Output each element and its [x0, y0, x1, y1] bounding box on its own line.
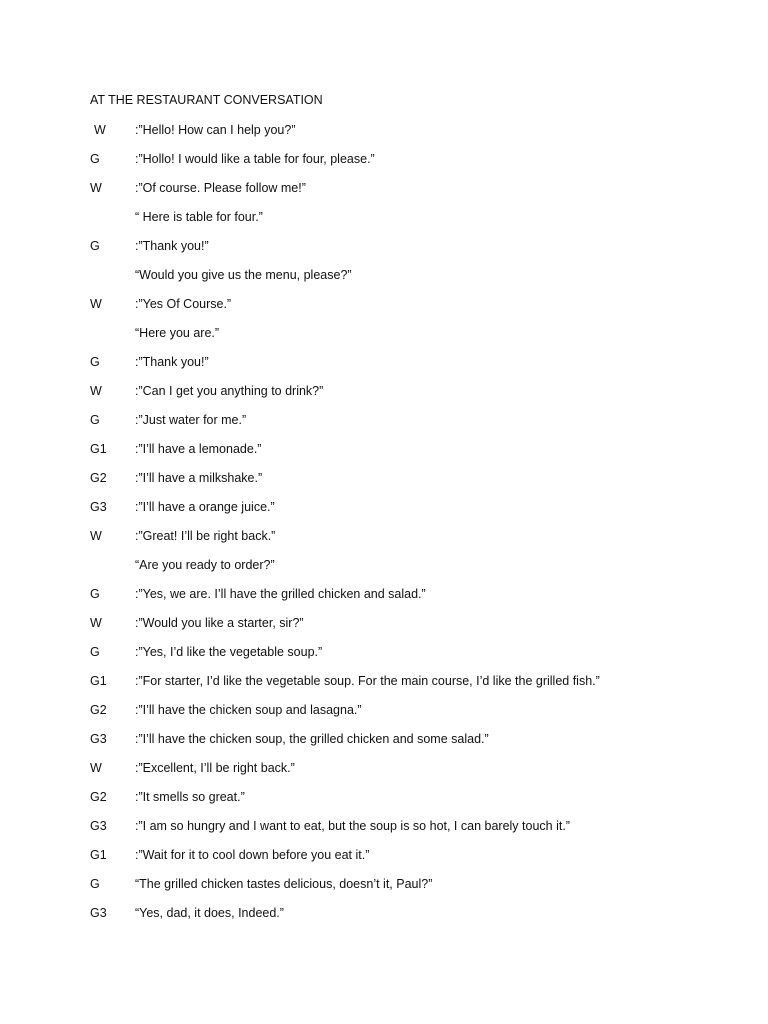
- speaker-label: G: [90, 152, 100, 166]
- dialogue-text: :”Yes, we are. I’ll have the grilled chicken and salad.”: [135, 587, 426, 601]
- dialogue-line: [0, 642, 768, 671]
- speaker-label: G3: [90, 732, 107, 746]
- dialogue-text: :”Thank you!”: [135, 239, 209, 253]
- dialogue-text: :”Yes Of Course.”: [135, 297, 232, 311]
- dialogue-text: “The grilled chicken tastes delicious, doesn’t it, Paul?”: [135, 877, 433, 891]
- speaker-label: G3: [90, 500, 107, 514]
- dialogue-text: :”Wait for it to cool down before you eat it.”: [135, 848, 370, 862]
- dialogue-text: :”I’ll have the chicken soup, the grilled chicken and some salad.”: [135, 732, 489, 746]
- speaker-label: W: [90, 384, 102, 398]
- speaker-label: G: [90, 413, 100, 427]
- dialogue-line: [0, 903, 768, 932]
- speaker-label: G1: [90, 674, 107, 688]
- dialogue-line: [0, 816, 768, 845]
- dialogue-text: :”Thank you!”: [135, 355, 209, 369]
- dialogue-line: [0, 526, 768, 555]
- speaker-label: G1: [90, 442, 107, 456]
- dialogue-text: :”Excellent, I’ll be right back.”: [135, 761, 295, 775]
- speaker-label: G2: [90, 703, 107, 717]
- dialogue-line: [0, 439, 768, 468]
- dialogue-line: [0, 207, 768, 236]
- dialogue-line: [0, 323, 768, 352]
- dialogue-text: :”I’ll have the chicken soup and lasagna.”: [135, 703, 362, 717]
- speaker-label: G: [90, 587, 100, 601]
- speaker-label: G: [90, 355, 100, 369]
- speaker-label: G1: [90, 848, 107, 862]
- dialogue-line: [0, 874, 768, 903]
- speaker-label: W: [90, 616, 102, 630]
- dialogue-text: “Here you are.”: [135, 326, 220, 340]
- dialogue-text: “Yes, dad, it does, Indeed.”: [135, 906, 284, 920]
- dialogue-text: :”Can I get you anything to drink?”: [135, 384, 324, 398]
- dialogue-line: [0, 265, 768, 294]
- dialogue-line: [0, 352, 768, 381]
- dialogue-line: [0, 236, 768, 265]
- dialogue-line: [0, 381, 768, 410]
- dialogue-text: :”Great! I’ll be right back.”: [135, 529, 276, 543]
- speaker-label: G: [90, 645, 100, 659]
- dialogue-text: :”Of course. Please follow me!”: [135, 181, 306, 195]
- dialogue-line: [0, 758, 768, 787]
- dialogue-line: [0, 497, 768, 526]
- dialogue-text: :”Just water for me.”: [135, 413, 247, 427]
- dialogue-line: [0, 613, 768, 642]
- dialogue-text: :”I am so hungry and I want to eat, but the soup is so hot, I can barely touch it.”: [135, 819, 570, 833]
- document-title: AT THE RESTAURANT CONVERSATION: [90, 93, 323, 107]
- dialogue-text: :”For starter, I’d like the vegetable soup. For the main course, I’d like the grilled fish.”: [135, 674, 600, 688]
- speaker-label: W: [90, 181, 102, 195]
- dialogue-text: “Are you ready to order?”: [135, 558, 275, 572]
- dialogue-text: :”It smells so great.”: [135, 790, 245, 804]
- dialogue-text: :”Would you like a starter, sir?”: [135, 616, 304, 630]
- speaker-label: G2: [90, 471, 107, 485]
- speaker-label: W: [90, 529, 102, 543]
- dialogue-line: [0, 787, 768, 816]
- dialogue-text: :”I’ll have a milkshake.”: [135, 471, 263, 485]
- dialogue-line: [0, 468, 768, 497]
- speaker-label: W: [90, 297, 102, 311]
- dialogue-text: :”Hello! How can I help you?”: [135, 123, 296, 137]
- dialogue-text: :”Hollo! I would like a table for four, please.”: [135, 152, 375, 166]
- dialogue-line: [0, 120, 768, 149]
- dialogue-text: “ Here is table for four.”: [135, 210, 263, 224]
- dialogue-line: [0, 555, 768, 584]
- dialogue-line: [0, 671, 768, 700]
- dialogue-line: [0, 584, 768, 613]
- dialogue-text: “Would you give us the menu, please?”: [135, 268, 352, 282]
- speaker-label: G3: [90, 819, 107, 833]
- speaker-label: W: [94, 123, 106, 137]
- dialogue-line: [0, 410, 768, 439]
- dialogue-line: [0, 845, 768, 874]
- speaker-label: G2: [90, 790, 107, 804]
- dialogue-line: [0, 294, 768, 323]
- dialogue-line: [0, 700, 768, 729]
- dialogue-text: :”I’ll have a lemonade.”: [135, 442, 262, 456]
- speaker-label: G3: [90, 906, 107, 920]
- dialogue-list: [0, 120, 768, 932]
- speaker-label: G: [90, 239, 100, 253]
- dialogue-line: [0, 729, 768, 758]
- dialogue-text: :”I’ll have a orange juice.”: [135, 500, 275, 514]
- dialogue-text: :”Yes, I’d like the vegetable soup.”: [135, 645, 323, 659]
- speaker-label: G: [90, 877, 100, 891]
- dialogue-line: [0, 149, 768, 178]
- speaker-label: W: [90, 761, 102, 775]
- dialogue-line: [0, 178, 768, 207]
